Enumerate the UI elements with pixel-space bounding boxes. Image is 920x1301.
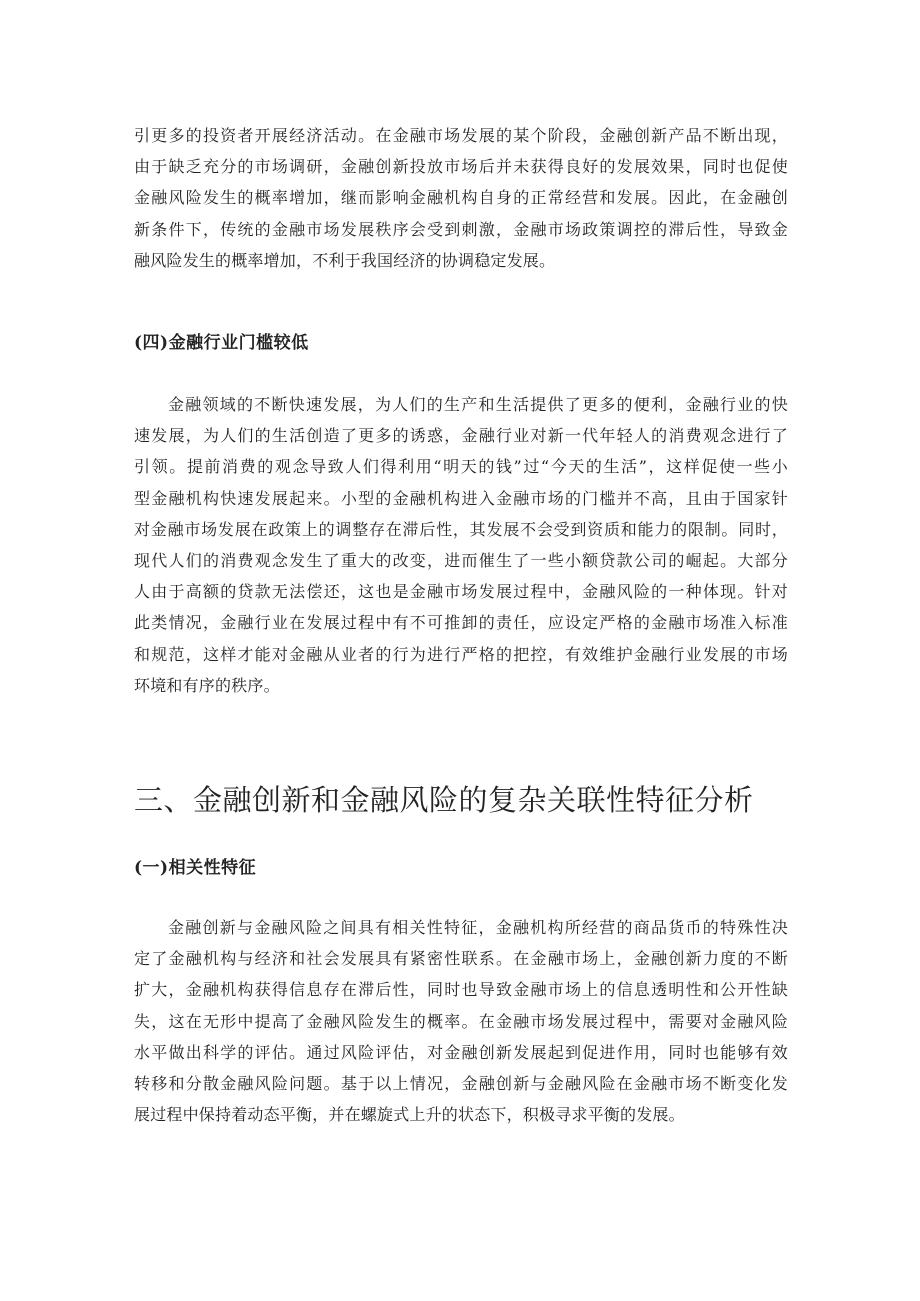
text-line: 引领。提前消费的观念导致人们得利用“明天的钱”过“今天的生活”，这样促使一些小 <box>134 457 788 477</box>
text-line: 金融风险发生的概率增加，继而影响金融机构自身的正常经营和发展。因此，在金融创 <box>134 188 788 208</box>
text-line: 人由于高额的贷款无法偿还，这也是金融市场发展过程中，金融风险的一种体现。针对 <box>134 582 788 602</box>
text-line: 金融领域的不断快速发展，为人们的生产和生活提供了更多的便利，金融行业的快 <box>168 395 788 414</box>
text-line: 型金融机构快速发展起来。小型的金融机构进入金融市场的门槛并不高，且由于国家针 <box>134 488 788 508</box>
text-line: 由于缺乏充分的市场调研，金融创新投放市场后并未获得良好的发展效果，同时也促使 <box>134 157 788 177</box>
text-line: 引更多的投资者开展经济活动。在金融市场发展的某个阶段，金融创新产品不断出现， <box>134 126 788 145</box>
text-line: 扩大，金融机构获得信息存在滞后性，同时也导致金融市场上的信息透明性和公开性缺 <box>134 980 788 1000</box>
text-line: 定了金融机构与经济和社会发展具有紧密性联系。在金融市场上，金融创新力度的不断 <box>134 949 788 969</box>
paragraph-correlation <box>134 912 788 1130</box>
text-line: 融风险发生的概率增加，不利于我国经济的协调稳定发展。 <box>134 250 556 270</box>
text-line: 新条件下，传统的金融市场发展秩序会受到刺激，金融市场政策调控的滞后性，导致金 <box>134 219 788 239</box>
text-line: 金融创新与金融风险之间具有相关性特征，金融机构所经营的商品货币的特殊性决 <box>168 918 788 937</box>
text-line: 和规范，这样才能对金融从业者的行为进行严格的把控，有效维护金融行业发展的市场 <box>134 644 788 664</box>
text-line: 对金融市场发展在政策上的调整存在滞后性，其发展不会受到资质和能力的限制。同时， <box>134 519 788 539</box>
subheading-industry-threshold: (四)金融行业门槛较低 <box>134 333 309 353</box>
text-line: 失，这在无形中提高了金融风险发生的概率。在金融市场发展过程中，需要对金融风险 <box>134 1011 788 1031</box>
text-line: 展过程中保持着动态平衡，并在螺旋式上升的状态下，积极寻求平衡的发展。 <box>134 1105 685 1125</box>
text-line: 速发展，为人们的生活创造了更多的诱惑，金融行业对新一代年轻人的消费观念进行了 <box>134 426 788 446</box>
text-line: 转移和分散金融风险问题。基于以上情况，金融创新与金融风险在金融市场不断变化发 <box>134 1073 788 1093</box>
subheading-correlation: (一)相关性特征 <box>134 858 257 878</box>
text-line: 环境和有序的秩序。 <box>134 675 280 695</box>
section-heading: 三、金融创新和金融风险的复杂关联性特征分析 <box>134 783 754 817</box>
text-line: 水平做出科学的评估。通过风险评估，对金融创新发展起到促进作用，同时也能够有效 <box>134 1042 788 1062</box>
text-line: 此类情况，金融行业在发展过程中有不可推卸的责任，应设定严格的金融市场准入标准 <box>134 613 788 633</box>
text-line: 现代人们的消费观念发生了重大的改变，进而催生了一些小额贷款公司的崛起。大部分 <box>134 550 788 570</box>
paragraph-industry-threshold <box>134 389 788 701</box>
paragraph-risk-probability <box>134 120 788 276</box>
